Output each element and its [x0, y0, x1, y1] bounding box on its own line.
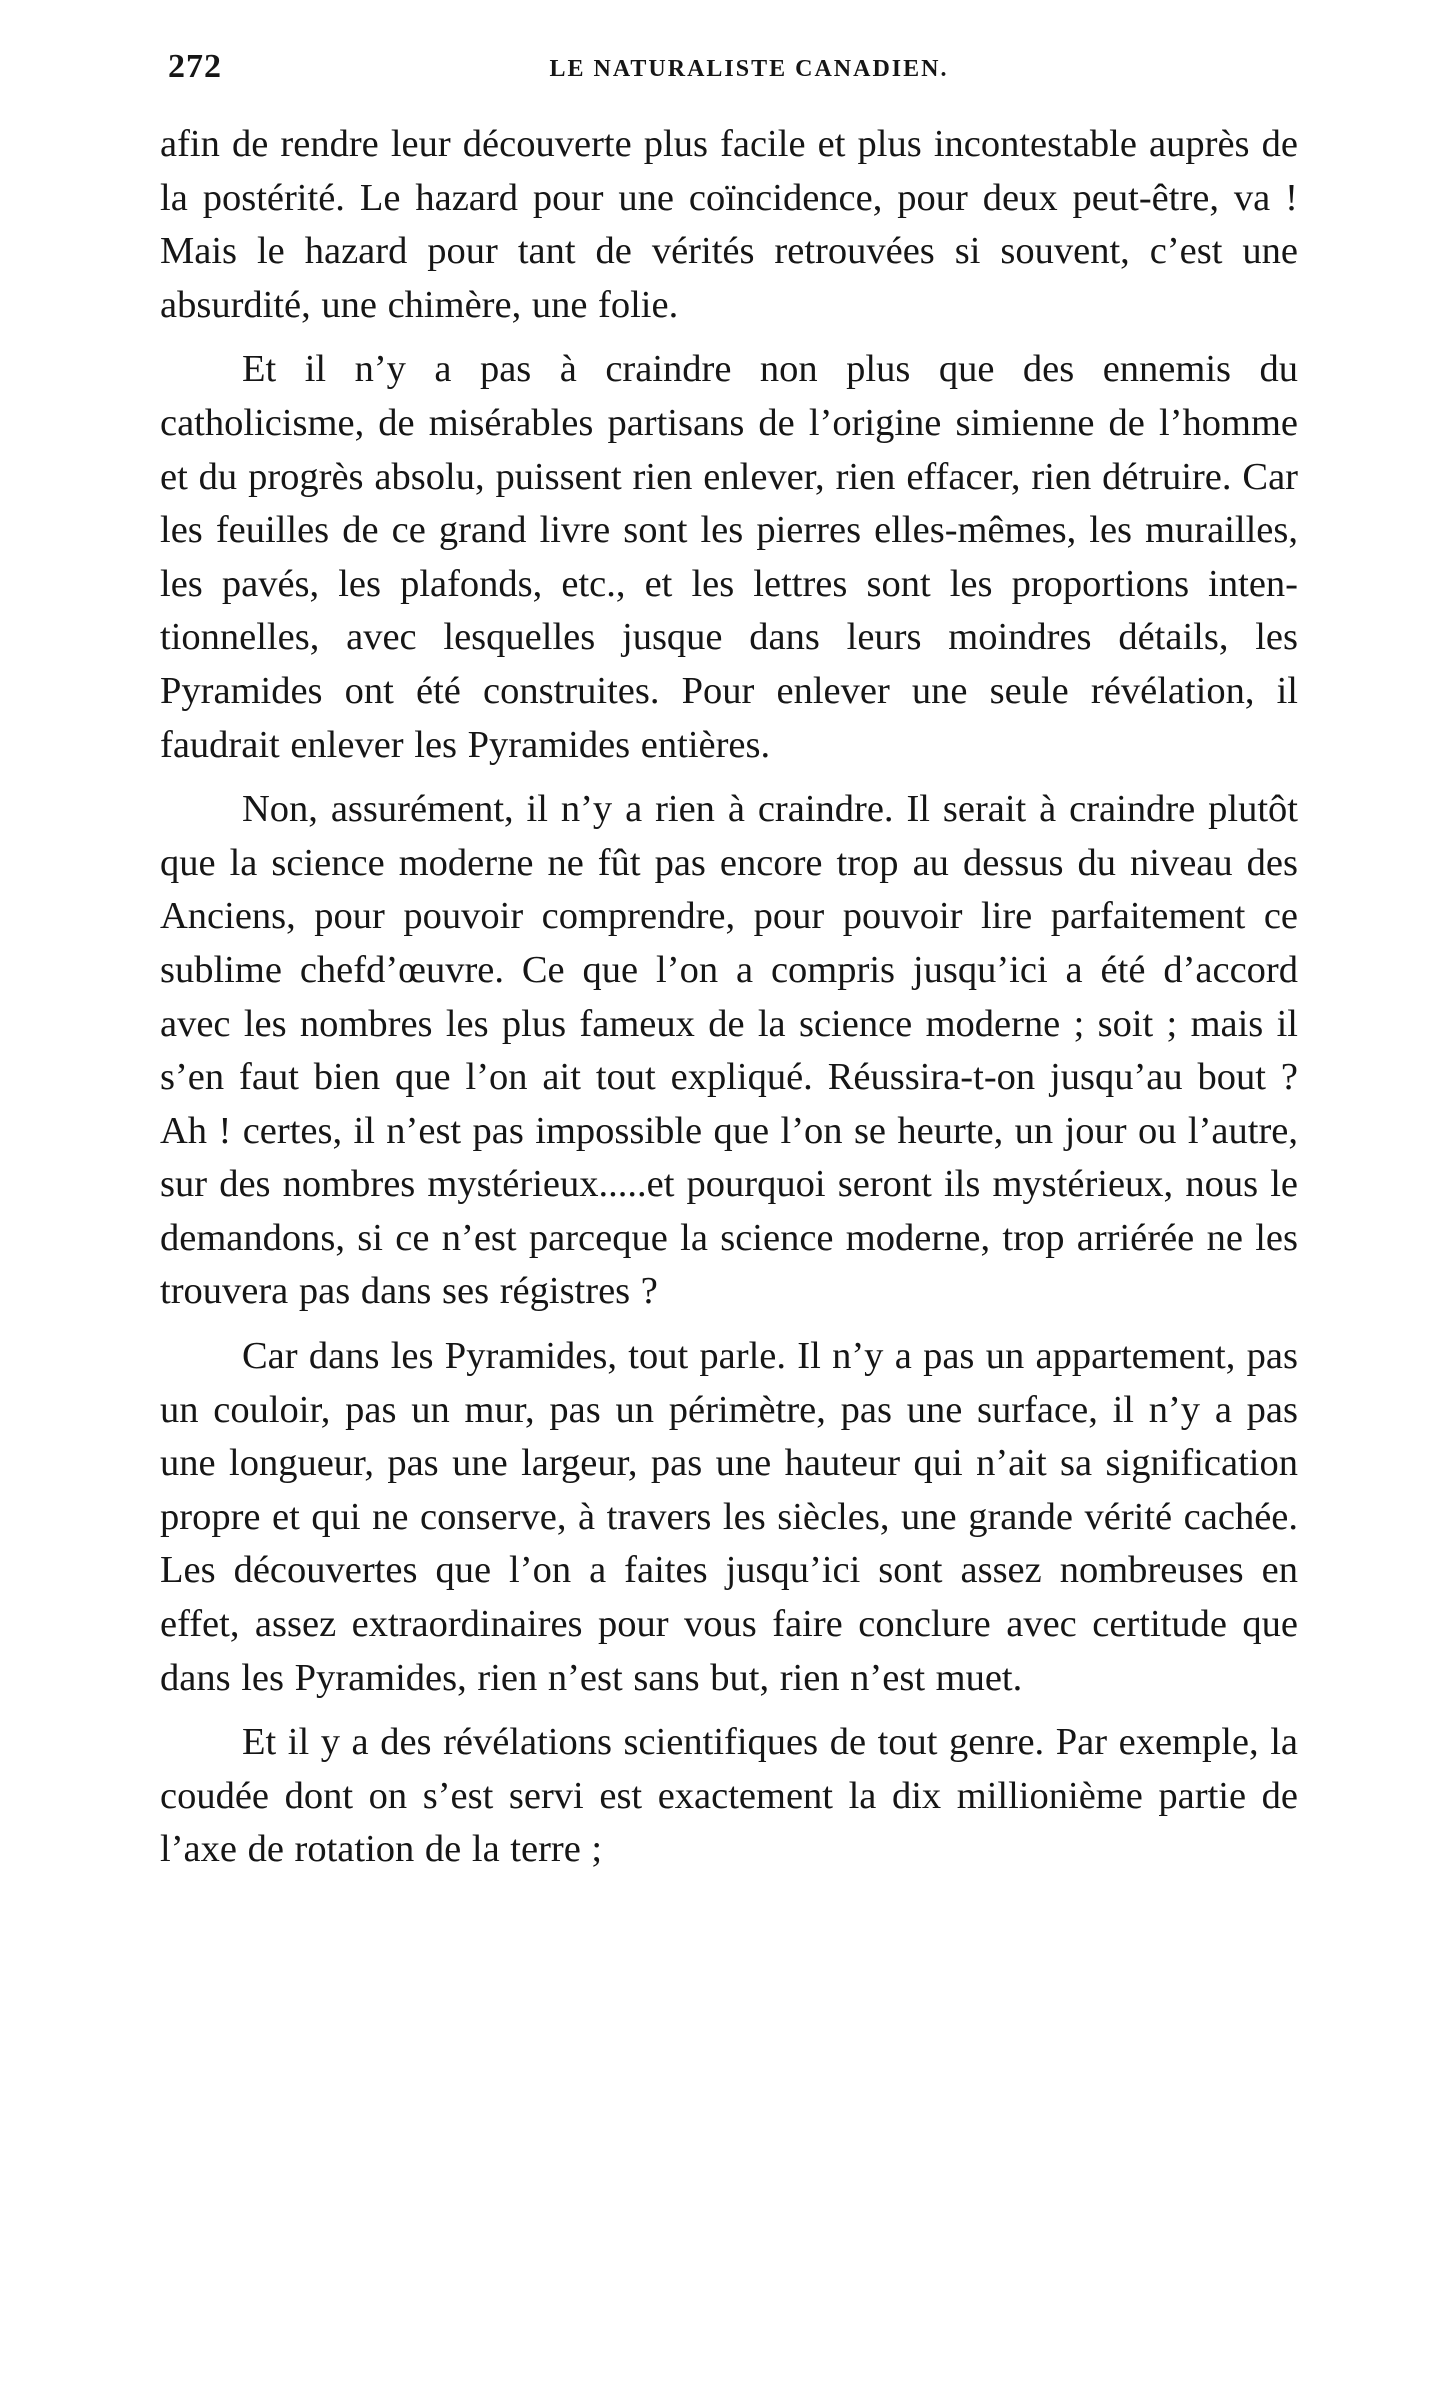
running-head	[160, 40, 1298, 100]
body-text	[160, 118, 1298, 1877]
paragraph-5: Et il y a des révélations scientifiques de tout genre. Par exemple, la coudée dont on s’est servi est exactement la dix millionième partie de l’axe de rotation de la terre ;	[160, 1721, 1298, 1871]
page-number: 272	[168, 48, 222, 85]
paragraph-1: afin de rendre leur découverte plus facile et plus incontestable auprès de la postérité. Le hazard pour une coïncidence, pour deux peut-être, va ! Mais le hazard pour tant de vérités retrouvées si souvent, c’est une absurdité, une chimère, une folie.	[160, 123, 1298, 326]
paragraph-4: Car dans les Pyramides, tout parle. Il n’y a pas un appartement, pas un couloir, pas un mur, pas un périmètre, pas une surface, il n’y a pas une longueur, pas une largeur, pas une hauteur qui n’ait sa signification propre et qui ne conserve, à travers les siècles, une grande vérité cachée. Les découvertes que l’on a faites jusqu’ici sont assez nombreuses en effet, assez extraordinaires pour vous faire conclure avec certitude que dans les Pyramides, rien n’est sans but, rien n’est muet.	[160, 1335, 1298, 1699]
journal-title: LE NATURALISTE CANADIEN.	[549, 56, 949, 82]
paragraph-3: Non, assurément, il n’y a rien à craindre. Il serait à craindre plutôt que la science moderne ne fût pas encore trop au dessus du niveau des Anciens, pour pouvoir comprendre, pour pouvoir lire parfaitement ce sublime chefd’œuvre. Ce que l’on a compris jusqu’ici a été d’accord avec les nombres les plus fameux de la science moderne ; soit ; mais il s’en faut bien que l’on ait tout expliqué. Réussira-t-on jusqu’au bout ? Ah ! certes, il n’est pas impossible que l’on se heurte, un jour ou l’autre, sur des nombres mystérieux.....et pourquoi seront ils mystérieux, nous le demandons, si ce n’est parceque la science moderne, trop arriérée ne les trouvera pas dans ses régistres ?	[160, 788, 1298, 1313]
paragraph-2: Et il n’y a pas à craindre non plus que des ennemis du catholicisme, de misérables partisans de l’origine simienne de l’homme et du progrès absolu, puissent rien enlever, rien effacer, rien détruire. Car les feuilles de ce grand livre sont les pierres elles-mêmes, les murailles, les pavés, les plafonds, etc., et les lettres sont les proportions intentionnelles, avec lesquelles jusque dans leurs moindres détails, les Pyramides ont été construites. Pour enlever une seule révélation, il faudrait enlever les Pyramides entières.	[160, 348, 1298, 766]
book-page	[160, 40, 1298, 1888]
